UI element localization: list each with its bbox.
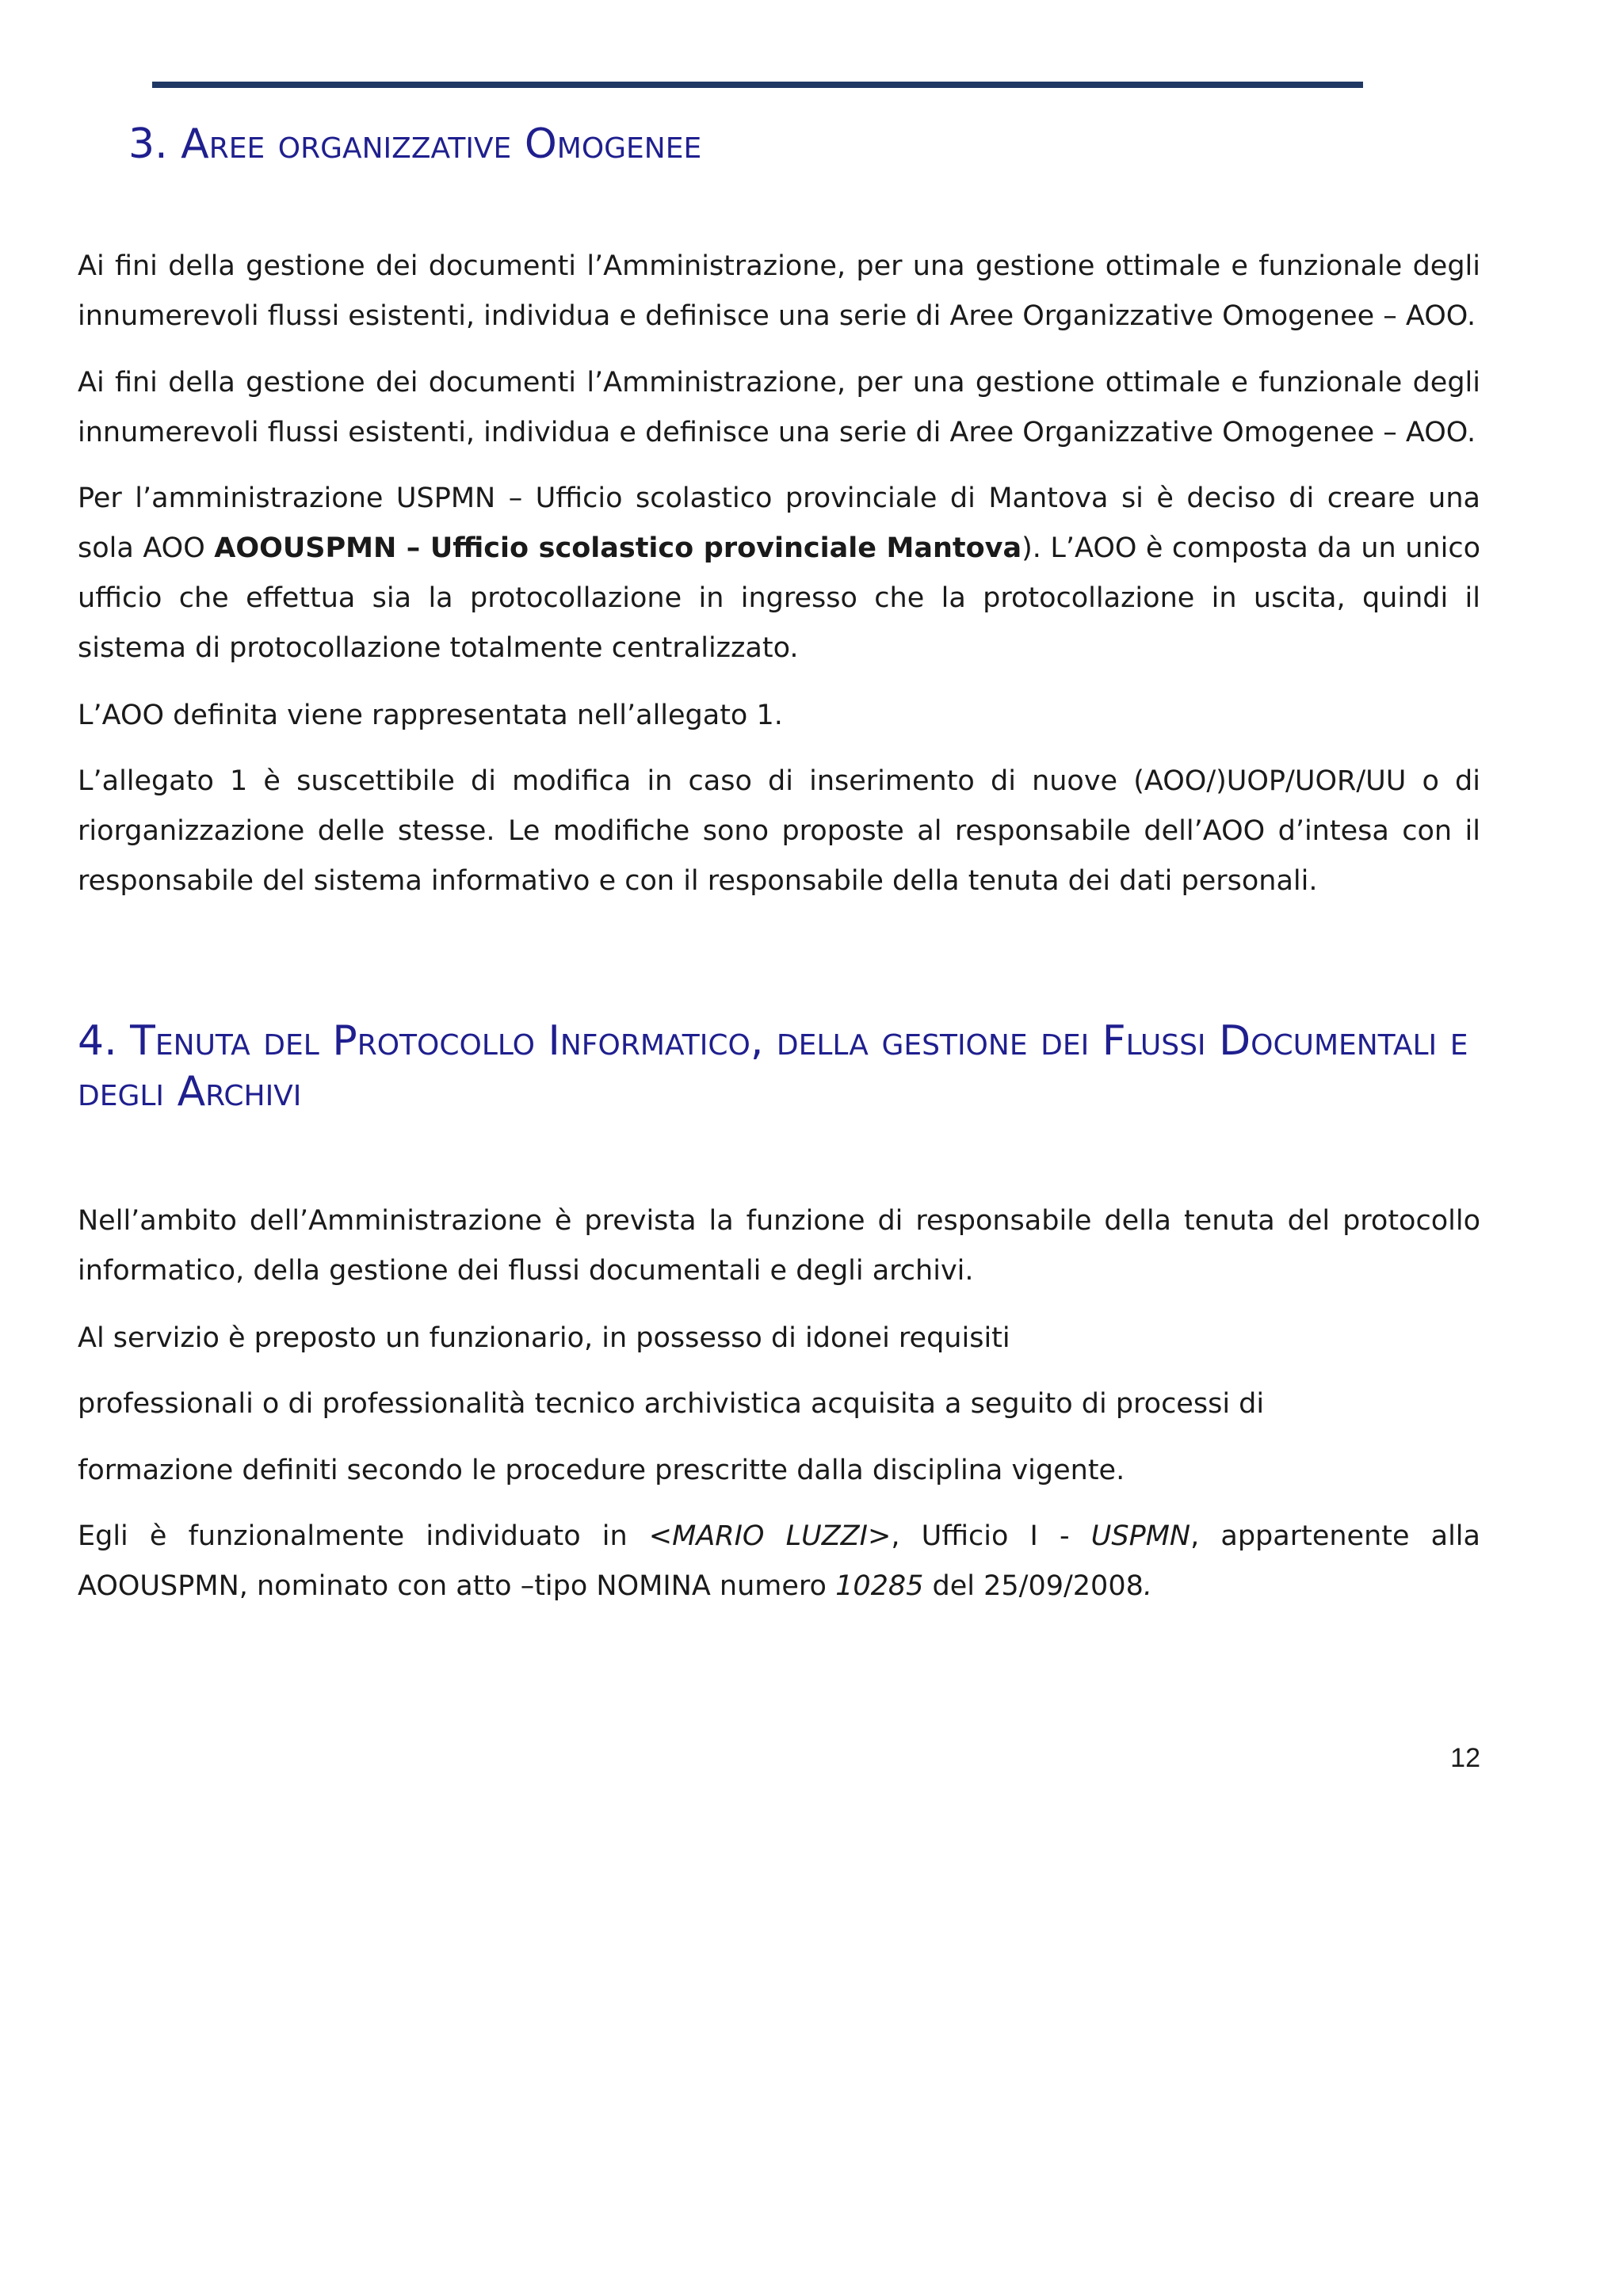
section-3-paragraph-3 [78,474,1480,673]
p3-text-before: Per l’amministrazione USPMN – Ufficio scolastico provinciale di Mantova si è deciso di creare una sola AOO [78,482,1480,564]
section-4-paragraph-1: Nell’ambito dell’Amministrazione è prevista la funzione di responsabile della tenuta del protocollo informatico, della gestione dei flussi documentali e degli archivi. [78,1205,1480,1287]
section-3-heading: 3. Aree organizzative Omogenee [128,120,702,168]
header-rule [152,82,1363,88]
page-number: 12 [1450,1743,1480,1773]
p5-text-b: , Ufficio I - [891,1520,1091,1552]
office-code: USPMN [1090,1520,1191,1552]
section-3-paragraph-2: Ai fini della gestione dei documenti l’Amministrazione, per una gestione ottimale e funzionale degli innumerevoli flussi esistenti, individua e definisce una serie di Aree Organizzative Omogenee – AOO. [78,367,1480,448]
section-3-paragraph-5: L’allegato 1 è suscettibile di modifica in caso di inserimento di nuove (AOO/)UOP/UOR/UU o di riorganizzazione delle stesse. Le modifiche sono proposte al responsabile dell’AOO d’intesa con il responsabile del sistema informativo e con il responsabile della tenuta dei dati personali. [78,765,1480,897]
p5-text-c: , appartenente alla AOOUSPMN, nominato con atto –tipo NOMINA numero [78,1520,1480,1602]
p5-text-a: Egli è funzionalmente individuato in [78,1520,649,1552]
p5-text-d: del 25/09/2008 [923,1570,1144,1602]
aoo-name-bold: AOOUSPMN – Ufficio scolastico provinciale Mantova [214,532,1022,564]
section-4-paragraph-2: Al servizio è preposto un funzionario, in possesso di idonei requisiti [78,1322,1010,1354]
section-4-paragraph-4: formazione definiti secondo le procedure prescritte dalla disciplina vigente. [78,1455,1125,1486]
section-4-heading: 4. Tenuta del Protocollo Informatico, della gestione dei Flussi Documentali e degli Archivi [78,1017,1468,1116]
p5-end: . [1143,1570,1153,1602]
section-4-paragraph-3: professionali o di professionalità tecnico archivistica acquisita a seguito di processi di [78,1388,1265,1420]
responsible-name: <MARIO LUZZI> [648,1520,892,1552]
p3-text-after: ). L’AOO è composta da un unico ufficio che effettua sia la protocollazione in ingresso che la protocollazione in uscita, quindi il sistema di protocollazione totalmente centralizzato. [78,532,1480,664]
section-4-paragraph-5 [78,1512,1480,1611]
section-3-paragraph-1: Ai fini della gestione dei documenti l’Amministrazione, per una gestione ottimale e funzionale degli innumerevoli flussi esistenti, individua e definisce una serie di Aree Organizzative Omogenee – AOO. [78,250,1480,332]
section-3-paragraph-4: L’AOO definita viene rappresentata nell’allegato 1. [78,700,783,731]
nomination-number: 10285 [835,1570,924,1602]
